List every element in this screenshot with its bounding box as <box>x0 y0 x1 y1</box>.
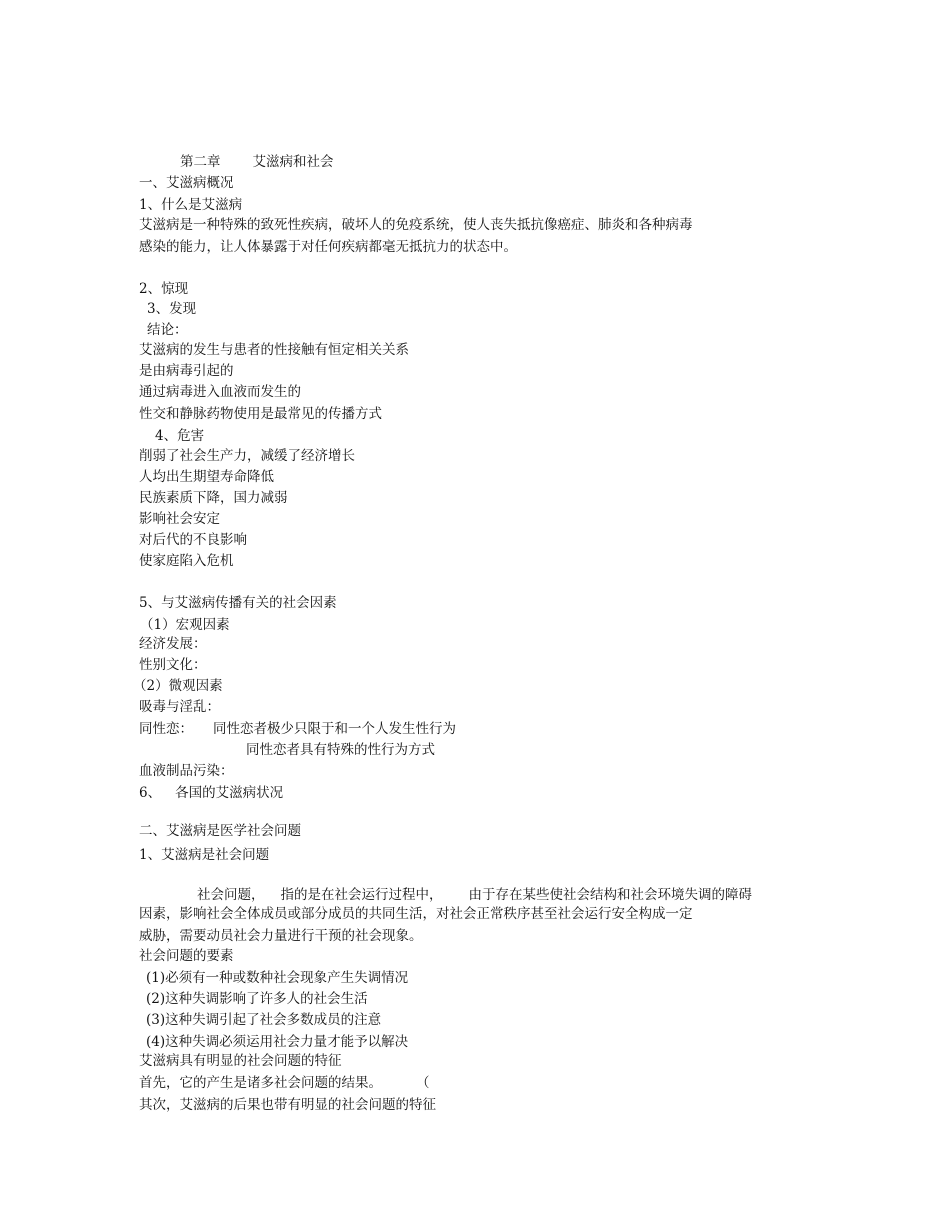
element-item: (1)必须有一种或数种社会现象产生失调情况 <box>146 970 409 986</box>
paragraph-fragment: 社会问题， <box>197 887 265 903</box>
chapter-name: 艾滋病和社会 <box>252 154 334 170</box>
elements-heading: 社会问题的要素 <box>139 948 234 964</box>
section-heading: 一、艾滋病概况 <box>139 175 234 191</box>
list-line: 对后代的不良影响 <box>139 532 247 548</box>
factor-item: 经济发展： <box>139 636 207 652</box>
subsection-heading: 1、艾滋病是社会问题 <box>139 847 270 863</box>
factor-heading: （1）宏观因素 <box>140 617 230 633</box>
subsection-title: 各国的艾滋病状况 <box>175 785 284 801</box>
paragraph-line <box>139 1074 430 1092</box>
list-line: 通过病毒进入血液而发生的 <box>139 384 301 400</box>
homo-label: 同性恋： <box>139 721 193 737</box>
paragraph-fragment: 指的是在社会运行过程中， <box>280 887 443 903</box>
element-item: (4)这种失调必须运用社会力量才能予以解决 <box>146 1034 409 1050</box>
factor-item <box>139 720 456 738</box>
chapter-number: 第二章 <box>180 154 221 170</box>
element-item: (3)这种失调引起了社会多数成员的注意 <box>146 1012 382 1028</box>
list-line: 是由病毒引起的 <box>139 363 234 379</box>
list-line: 民族素质下降，国力减弱 <box>139 490 288 506</box>
factor-item: 吸毒与淫乱： <box>139 699 220 715</box>
paragraph-fragment: 由于存在某些使社会结构和社会环境失调的障碍 <box>468 887 752 903</box>
paragraph-line: 感染的能力，让人体暴露于对任何疾病都毫无抵抗力的状态中。 <box>139 239 517 255</box>
list-line: 削弱了社会生产力，减缓了经济增长 <box>139 448 355 464</box>
paragraph-line <box>197 886 752 904</box>
subsection-heading: 5、与艾滋病传播有关的社会因素 <box>139 595 337 611</box>
list-line: 影响社会安定 <box>139 511 220 527</box>
paragraph-fragment: （ <box>416 1075 430 1091</box>
list-line: 艾滋病的发生与患者的性接触有恒定相关关系 <box>139 342 409 358</box>
element-item: (2)这种失调影响了许多人的社会生活 <box>146 991 368 1007</box>
paragraph-line: 艾滋病是一种特殊的致死性疾病，破坏人的免疫系统，使人丧失抵抗像癌症、肺炎和各种病毒 <box>139 217 693 233</box>
subsection-number: 6、 <box>139 785 162 801</box>
subsection-heading <box>139 784 283 802</box>
features-heading: 艾滋病具有明显的社会问题的特征 <box>139 1053 342 1069</box>
paragraph-line: 因素，影响社会全体成员或部分成员的共同生活，对社会正常秩序甚至社会运行安全构成一定 <box>139 906 693 922</box>
conclusion-label: 结论： <box>147 322 188 338</box>
homo-line: 同性恋者具有特殊的性行为方式 <box>246 742 435 758</box>
list-line: 性交和静脉药物使用是最常见的传播方式 <box>139 406 382 422</box>
list-line: 人均出生期望寿命降低 <box>139 469 274 485</box>
subsection-heading: 1、什么是艾滋病 <box>139 197 243 213</box>
factor-item: 血液制品污染： <box>139 763 234 779</box>
homo-line: 同性恋者极少只限于和一个人发生性行为 <box>213 721 456 737</box>
subsection-heading: 3、发现 <box>147 301 197 317</box>
subsection-heading: 2、惊现 <box>139 281 189 297</box>
list-line: 使家庭陷入危机 <box>139 553 234 569</box>
section-heading: 二、艾滋病是医学社会问题 <box>139 823 301 839</box>
factor-item: 性别文化： <box>139 657 207 673</box>
subsection-heading: 4、危害 <box>155 428 205 444</box>
paragraph-line: 其次，艾滋病的后果也带有明显的社会问题的特征 <box>139 1097 436 1113</box>
paragraph-fragment: 首先，它的产生是诸多社会问题的结果。 <box>139 1075 382 1091</box>
chapter-title <box>180 153 334 171</box>
factor-heading: （2）微观因素 <box>133 678 223 694</box>
paragraph-line: 威胁，需要动员社会力量进行干预的社会现象。 <box>139 928 423 944</box>
